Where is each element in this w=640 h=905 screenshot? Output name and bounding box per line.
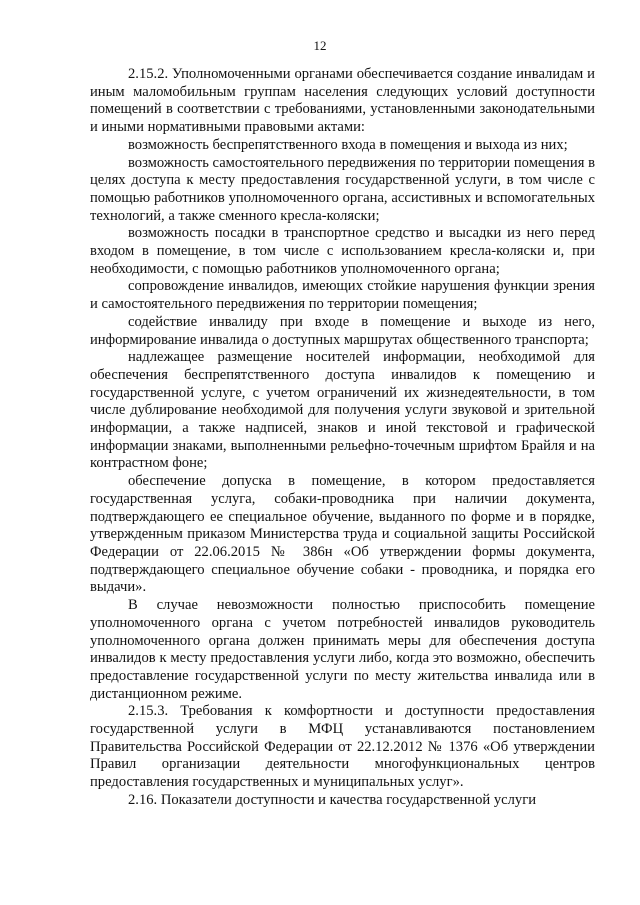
- paragraph-information-placement: надлежащее размещение носителей информации, необходимой для обеспечения беспрепятственного доступа инвалидов к помещению и государственной услуге, с учетом ограничений их жизнедеятельности, в том числе дублирование необходимой для получения услуги звуковой и зрительной информации, а также надписей, знаков и иной текстовой и графической информации знаками, выполненными рельефно-точечным шрифтом Брайля и на контрастном фоне;: [90, 349, 595, 472]
- paragraph-impossibility-case: В случае невозможности полностью приспособить помещение уполномоченного органа с учетом потребностей инвалидов руководитель уполномоченного органа должен принимать меры для обеспечения доступа инвалидов к месту предоставления услуги либо, когда это возможно, обеспечить предоставление государственной услуги по месту жительства инвалида или в дистанционном режиме.: [90, 597, 595, 702]
- document-body: [90, 66, 595, 810]
- paragraph-guide-dog-admission: обеспечение допуска в помещение, в котором предоставляется государственная услуга, собаки-проводника при наличии документа, подтверждающего ее специальное обучение, выданного по форме и в порядке, утвержденным приказом Министерства труда и социальной защиты Российской Федерации от 22.06.2015 № 386н «Об утверждении формы документа, подтверждающего специальное обучение собаки - проводника, и порядка его выдачи».: [90, 473, 595, 596]
- paragraph-vehicle-boarding: возможность посадки в транспортное средство и высадки из него перед входом в помещение, в том числе с использованием кресла-коляски и, при необходимости, с помощью работников уполномоченного органа;: [90, 225, 595, 277]
- paragraph-independent-movement: возможность самостоятельного передвижения по территории помещения в целях доступа к месту предоставления государственной услуги, в том числе с помощью работников уполномоченного органа, ассистивных и вспомогательных технологий, а также сменного кресла-коляски;: [90, 154, 595, 224]
- paragraph-escort: сопровождение инвалидов, имеющих стойкие нарушения функции зрения и самостоятельного передвижения по территории помещения;: [90, 278, 595, 313]
- paragraph-2-15-3: 2.15.3. Требования к комфортности и доступности предоставления государственной услуги в МФЦ устанавливаются постановлением Правительства Российской Федерации от 22.12.2012 № 1376 «Об утверждении Правил организации деятельности многофункциональных центров предоставления государственных и муниципальных услуг».: [90, 703, 595, 791]
- page-number: 12: [313, 38, 327, 53]
- paragraph-barrier-free-entry: возможность беспрепятственного входа в помещения и выхода из них;: [128, 136, 568, 153]
- paragraph-2-16: 2.16. Показатели доступности и качества государственной услуги: [128, 791, 537, 808]
- paragraph-assistance-transport: содействие инвалиду при входе в помещение и выходе из него, информирование инвалида о доступных маршрутах общественного транспорта;: [90, 313, 595, 348]
- paragraph-2-15-2: 2.15.2. Уполномоченными органами обеспечивается создание инвалидам и иным маломобильным группам населения следующих условий доступности помещений в соответствии с требованиями, установленными законодательными и иными нормативными правовыми актами:: [90, 66, 595, 136]
